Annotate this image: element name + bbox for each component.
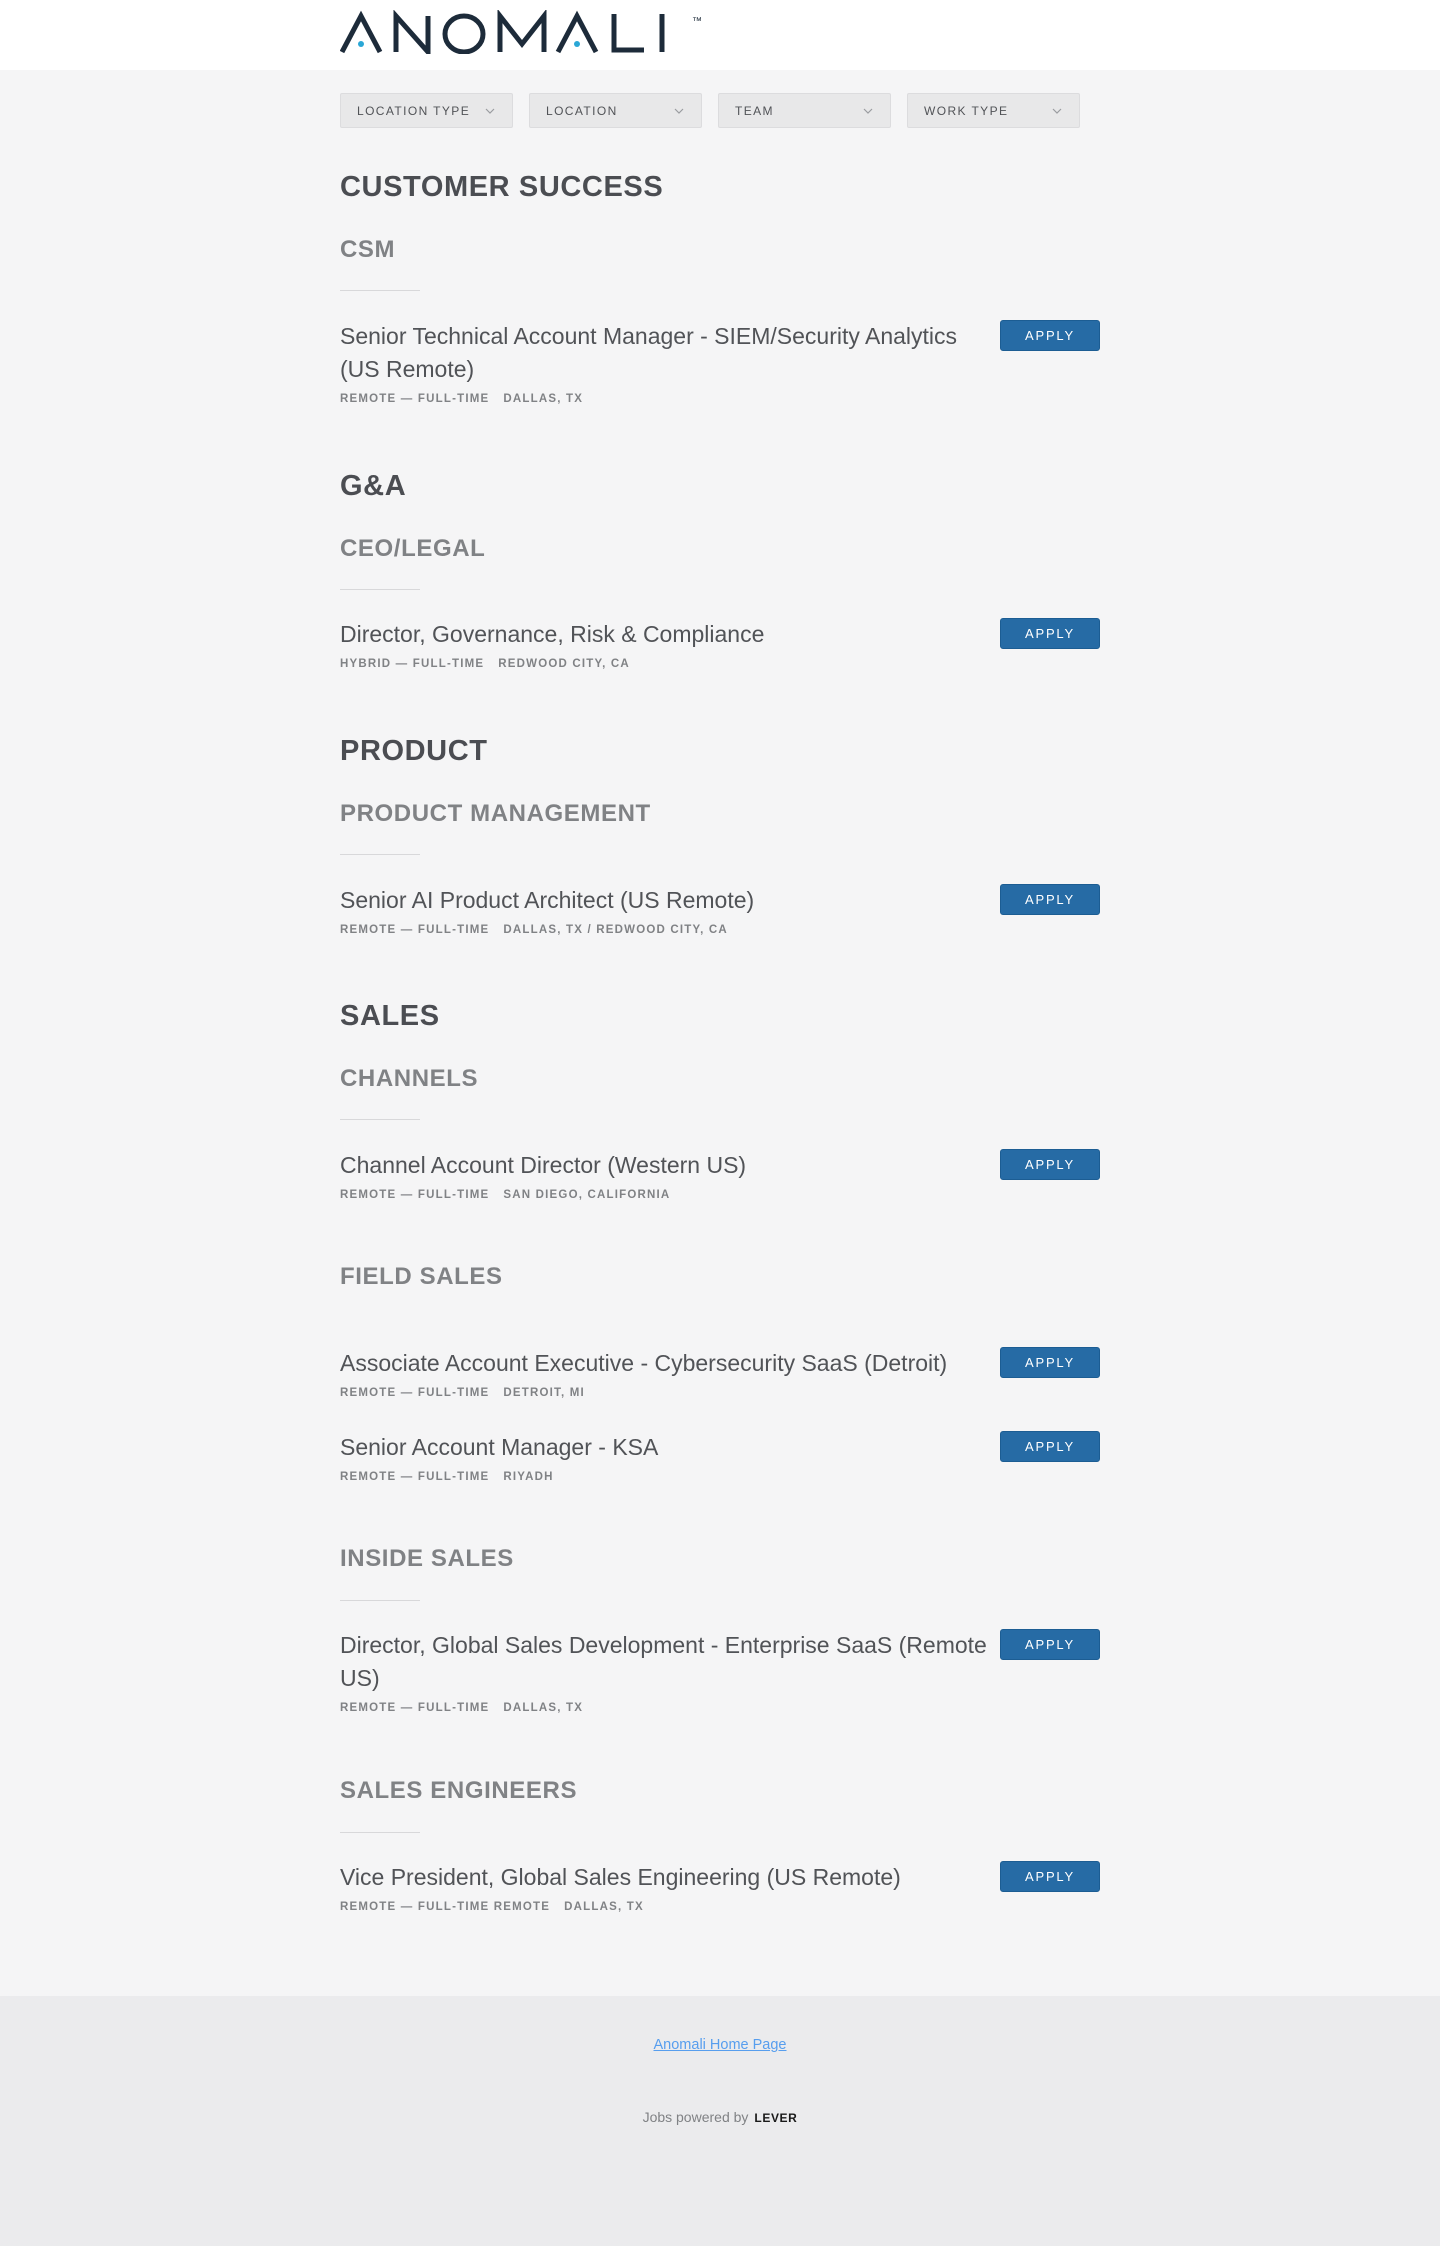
filter-location[interactable] (529, 93, 702, 128)
posting-title-link[interactable]: Senior AI Product Architect (US Remote) (340, 887, 755, 913)
posting-title-link[interactable]: Channel Account Director (Western US) (340, 1152, 747, 1178)
posting-worktype: REMOTE — FULL-TIME (340, 1471, 490, 1483)
posting-title-link[interactable]: Associate Account Executive - Cybersecurity SaaS (Detroit) (340, 1350, 948, 1376)
posting-location: DALLAS, TX (503, 393, 584, 405)
posting-item (340, 618, 1100, 670)
filter-work-type[interactable] (907, 93, 1080, 128)
posting-meta (340, 1901, 1100, 1913)
footer-link-row (0, 2036, 1440, 2054)
posting-title-link[interactable]: Senior Technical Account Manager - SIEM/Security Analytics (US Remote) (340, 323, 958, 382)
posting-meta (340, 1471, 1100, 1483)
chevron-down-icon (1051, 105, 1063, 117)
posting-title-link[interactable]: Vice President, Global Sales Engineering (US Remote) (340, 1864, 901, 1890)
posting-location: SAN DIEGO, CALIFORNIA (503, 1189, 671, 1201)
anomali-logo[interactable] (340, 10, 702, 60)
filter-location-type[interactable] (340, 93, 513, 128)
department-title: CSM (340, 236, 396, 263)
filter-label: LOCATION (546, 103, 618, 118)
apply-button[interactable]: APPLY (1000, 1861, 1100, 1892)
posting-meta (340, 924, 1100, 936)
apply-button[interactable]: APPLY (1000, 884, 1100, 915)
posting-meta (340, 1189, 1100, 1201)
home-page-link[interactable]: Anomali Home Page (653, 2037, 787, 2053)
department-title: CHANNELS (340, 1065, 479, 1092)
posting-item (340, 884, 1100, 936)
posting-meta (340, 1387, 1100, 1399)
posting-item (340, 1347, 1100, 1399)
posting-location: DETROIT, MI (503, 1387, 585, 1399)
posting-location: DALLAS, TX (503, 1702, 584, 1714)
posting-item (340, 1431, 1100, 1483)
apply-button[interactable]: APPLY (1000, 1149, 1100, 1180)
lever-logo[interactable]: LEVER (754, 2111, 798, 2125)
department-divider (340, 1600, 420, 1601)
posting-meta (340, 1702, 1100, 1714)
department-divider (340, 1119, 420, 1120)
team-title: G&A (340, 470, 407, 502)
posting-location: DALLAS, TX / REDWOOD CITY, CA (503, 924, 728, 936)
posting-location: REDWOOD CITY, CA (498, 658, 630, 670)
team-title: SALES (340, 1000, 440, 1032)
apply-button[interactable]: APPLY (1000, 1347, 1100, 1378)
posting-location: DALLAS, TX (564, 1901, 644, 1913)
department-divider (340, 854, 420, 855)
site-header (0, 0, 1440, 70)
department-title: FIELD SALES (340, 1263, 503, 1290)
department-title: SALES ENGINEERS (340, 1777, 578, 1804)
filter-label: LOCATION TYPE (357, 103, 471, 118)
trademark-symbol: ™ (692, 16, 702, 27)
posting-worktype: REMOTE — FULL-TIME (340, 924, 490, 936)
posting-worktype: REMOTE — FULL-TIME (340, 393, 490, 405)
filter-label: TEAM (735, 103, 774, 118)
posting-item (340, 1861, 1100, 1913)
posting-item (340, 1149, 1100, 1201)
site-footer (0, 1996, 1440, 2246)
department-title: PRODUCT MANAGEMENT (340, 800, 651, 827)
department-divider (340, 1832, 420, 1833)
posting-title-link[interactable]: Senior Account Manager - KSA (340, 1434, 659, 1460)
team-title: CUSTOMER SUCCESS (340, 171, 664, 203)
filter-team[interactable] (718, 93, 891, 128)
department-title: CEO/LEGAL (340, 535, 486, 562)
department-title: INSIDE SALES (340, 1545, 514, 1572)
team-title: PRODUCT (340, 735, 488, 767)
powered-by (0, 2109, 1440, 2125)
posting-worktype: REMOTE — FULL-TIME (340, 1702, 490, 1714)
posting-worktype: HYBRID — FULL-TIME (340, 658, 485, 670)
posting-title-link[interactable]: Director, Governance, Risk & Compliance (340, 621, 765, 647)
department-divider (340, 290, 420, 291)
posting-worktype: REMOTE — FULL-TIME (340, 1387, 490, 1399)
apply-button[interactable]: APPLY (1000, 1431, 1100, 1462)
posting-location: RIYADH (503, 1471, 554, 1483)
powered-by-text: Jobs powered by (642, 2109, 749, 2125)
apply-button[interactable]: APPLY (1000, 1629, 1100, 1660)
chevron-down-icon (862, 105, 874, 117)
filter-label: WORK TYPE (924, 103, 1009, 118)
posting-title-link[interactable]: Director, Global Sales Development - Enterprise SaaS (Remote US) (340, 1632, 987, 1691)
chevron-down-icon (484, 105, 496, 117)
posting-meta (340, 658, 1100, 670)
posting-meta (340, 393, 1100, 405)
posting-worktype: REMOTE — FULL-TIME REMOTE (340, 1901, 551, 1913)
posting-item (340, 320, 1100, 405)
logo-wordmark (340, 10, 690, 54)
filter-bar (340, 93, 1080, 128)
apply-button[interactable]: APPLY (1000, 618, 1100, 649)
posting-item (340, 1629, 1100, 1714)
department-divider (340, 589, 420, 590)
chevron-down-icon (673, 105, 685, 117)
apply-button[interactable]: APPLY (1000, 320, 1100, 351)
posting-worktype: REMOTE — FULL-TIME (340, 1189, 490, 1201)
